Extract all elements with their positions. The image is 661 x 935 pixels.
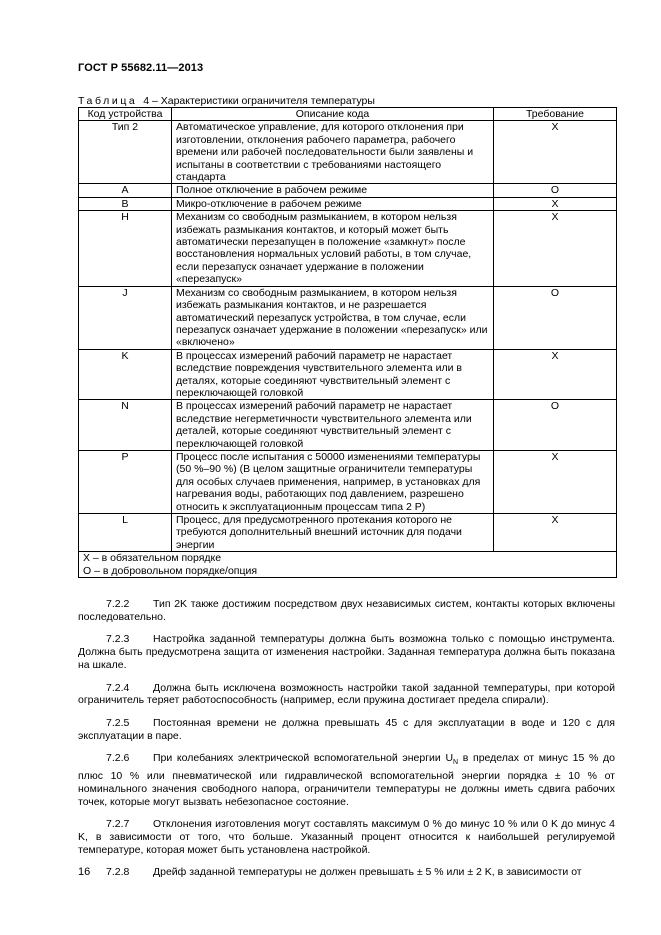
device-code: J [79,286,172,349]
table-row [79,197,617,210]
requirement: X [494,211,617,286]
code-description: Механизм со свободным размыканием, в котором нельзя избежать размыкания контактов, и не разрешается автоматический перезапуск устройства, в том случае, если перезапуск означает удержание в положении «перезапуск» или «включено» [172,286,494,349]
paragraph-7-2-2 [78,598,615,623]
table-caption [78,95,375,107]
table-header-row [79,108,617,121]
column-header-code: Код устройства [79,108,172,121]
code-description: Микро-отключение в рабочем режиме [172,197,494,210]
legend-optional: O – в добровольном порядке/опция [83,564,258,577]
code-description: Полное отключение в рабочем режиме [172,184,494,197]
table-row [79,400,617,451]
paragraph-7-2-4 [78,682,615,707]
table-legend [79,552,617,578]
column-header-requirement: Требование [494,108,617,121]
table-caption-text: 4 – Характеристики ограничителя температуры [143,95,375,107]
subscript-n: N [453,759,459,767]
paragraph-text: Тип 2K также достижим посредством двух независимых систем, контакты которых включены последовательно. [78,598,615,623]
paragraph-number: 7.2.5 [106,716,130,729]
table-row [79,211,617,286]
table-row [79,184,617,197]
paragraph-7-2-7 [78,818,615,856]
paragraph-7-2-5 [78,717,615,742]
paragraph-text-start: При колебаниях электрической вспомогательной энергии U [153,752,454,765]
paragraph-text: Отклонения изготовления могут составлять максимум 0 % до минус 10 % или 0 K до минус 4 K, в зависимости от того, что больше. Указанный процент относится к наибольшей регулируемой температуре, которая может быть установлена настройкой. [78,818,615,856]
table-caption-label: Таблица [78,95,138,107]
paragraph-7-2-3 [78,633,615,671]
device-code: N [79,400,172,451]
requirement: O [494,400,617,451]
device-code: P [79,450,172,513]
paragraph-number: 7.2.3 [106,633,130,646]
paragraph-text-end: в пределах от минус 15 % до плюс 10 % или пневматической или гидравлической вспомогательной энергии порядка ± 10 % от номинального значения свободного напора, ограничители температуры не должны иметь сдвига рабочих точек, которые могут вызвать небезопасное состояние. [78,752,615,808]
device-code: L [79,514,172,552]
requirement: X [494,450,617,513]
paragraph-text: Должна быть исключена возможность настройки такой заданной температуры, при которой ограничитель теряет работоспособность (например, если пружина достигает предела спирали). [78,681,615,707]
paragraph-number: 7.2.2 [106,598,130,610]
requirement: O [494,184,617,197]
table-row [79,286,617,349]
table-row [79,514,617,552]
device-code: K [79,349,172,400]
document-header: ГОСТ Р 55682.11—2013 [78,62,204,74]
paragraph-text: Постоянная времени не должна превышать 45 с для эксплуатации в воде и 120 с для эксплуатации в паре. [78,716,615,742]
requirement: X [494,197,617,210]
device-code: Тип 2 [79,121,172,184]
code-description: В процессах измерений рабочий параметр не нарастает вследствие негерметичности чувствительного элемента или деталей, которые соединяют чувствительный элемент с переключающей головкой [172,400,494,451]
table-row [79,450,617,513]
requirement: X [494,349,617,400]
paragraph-number: 7.2.7 [106,818,130,831]
device-code: H [79,211,172,286]
legend-mandatory: X – в обязательном порядке [83,552,222,565]
paragraph-text: Дрейф заданной температуры не должен превышать ± 5 % или ± 2 K, в зависимости от [153,866,582,879]
paragraph-7-2-6 [78,752,615,808]
paragraph-number: 7.2.8 [106,866,130,879]
code-description: Процесс, для предусмотренного протекания которого не требуются дополнительный внешний источник для подачи энергии [172,514,494,552]
device-code: B [79,197,172,210]
table-legend-row [79,552,617,578]
paragraph-7-2-8 [78,866,615,879]
table-row [79,121,617,184]
table-row [79,349,617,400]
code-description: Процесс после испытания с 50000 изменениями температуры (50 %–90 %) (В целом защитные ограничители температуры для особых случаев применения, например, в установках для нагревания воды, работающих под давлением, разрешено относить к эксплуатационным процессам типа 2 P) [172,450,494,513]
code-description: Механизм со свободным размыканием, в котором нельзя избежать размыкания контактов, и который может быть автоматически перезапущен в положение «замкнут» после восстановления нормальных условий работы, в том случае, если перезапуск означает удержание в положении «перезапуск» [172,211,494,286]
code-description: Автоматическое управление, для которого отклонения при изготовлении, отклонения рабочего параметра, рабочего времени или рабочей последовательности были заявлены и испытаны в соответствии с требованиями настоящего стандарта [172,121,494,184]
paragraph-number: 7.2.6 [106,752,130,765]
page-number: 16 [78,866,91,878]
temperature-limiter-table [78,107,617,578]
body-text [78,598,615,889]
requirement: O [494,286,617,349]
paragraph-text: Настройка заданной температуры должна быть возможна только с помощью инструмента. Должна быть предусмотрена защита от изменения настройки. Заданная температура должна быть показана на шкале. [78,633,615,671]
device-code: A [79,184,172,197]
code-description: В процессах измерений рабочий параметр не нарастает вследствие повреждения чувствительного элемента или в деталях, которые соединяют чувствительный элемент с переключающей головкой [172,349,494,400]
column-header-description: Описание кода [172,108,494,121]
paragraph-number: 7.2.4 [106,681,130,694]
requirement: X [494,121,617,184]
requirement: X [494,514,617,552]
